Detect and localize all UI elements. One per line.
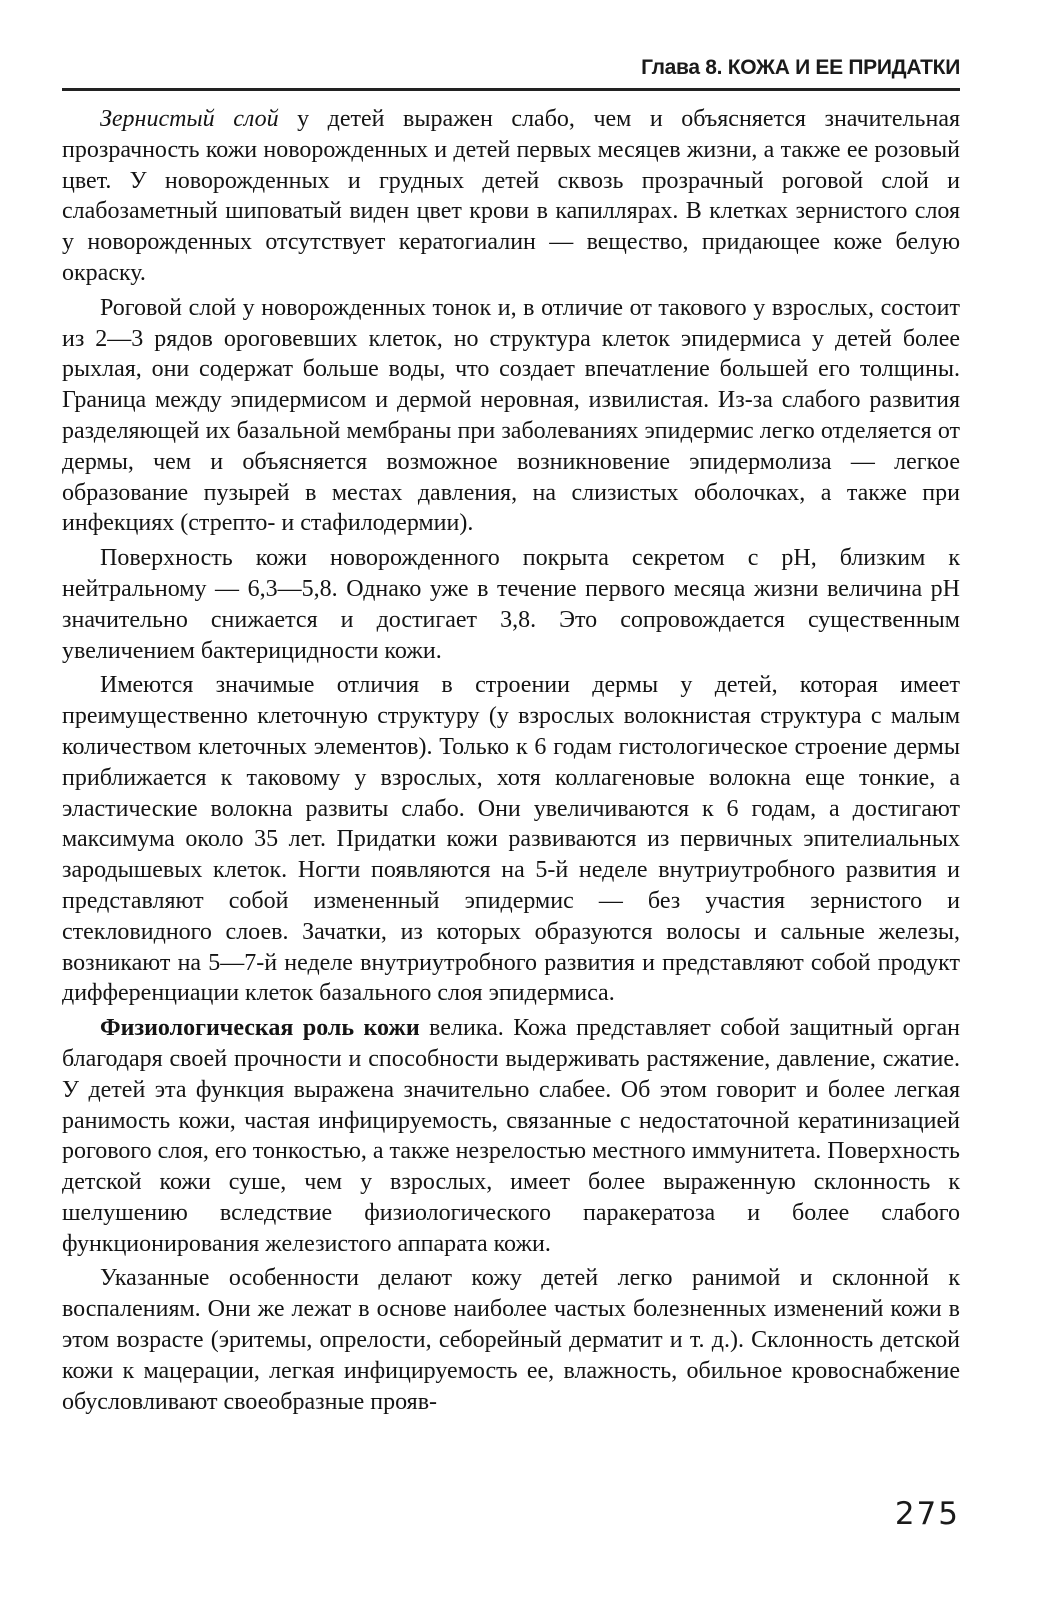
bold-term: Физиологическая роль кожи [100, 1015, 420, 1042]
page-number: 275 [894, 1496, 960, 1532]
paragraph-text: велика. Кожа представляет собой защитный орган благодаря своей прочности и способности выдерживать растяжение, давление, сжатие. У детей эта функция выражена значительно слабее. Об этом говорит и более легкая ранимость кожи, частая инфицируемость, связанные с недостаточной кератинизацией рогового слоя, его тонкостью, а также незрелостью местного иммунитета. Поверхность детской кожи суше, чем у взрослых, имеет более выраженную склонность к шелушению вследствие физиологического паракератоза и более слабого функционирования железистого аппарата кожи. [62, 1015, 961, 1257]
italic-term: Зернистый слой [100, 106, 279, 132]
paragraph-features: Указанные особенности делают кожу детей легко ранимой и склонной к воспалениям. Они же лежат в основе наиболее частых болезненных изменений кожи в этом возрасте (эритемы, опрелости, себорейный дерматит и т. д.). Склонность детской кожи к мацерации, легкая инфицируемость ее, влажность, обильное кровоснабжение обусловливают своеобразные прояв- [62, 1265, 960, 1415]
paragraph-dermis: Имеются значимые отличия в строении дермы у детей, которая имеет преимущественно клеточную структуру (у взрослых волокнистая структура с малым количеством клеточных элементов). Только к 6 годам гистологическое строение дермы приближается к таковому у взрослых, хотя коллагеновые волокна еще тонкие, а эластические волокна развиты слабо. Они увеличиваются к 6 годам, а достигают максимума около 35 лет. Придатки кожи развиваются из первичных эпителиальных зародышевых клеток. Ногти появляются на 5-й неделе внутриутробного развития и представляют собой измененный эпидермис — без участия зернистого и стекловидного слоев. Зачатки, из которых образуются волосы и сальные железы, возникают на 5—7-й неделе внутриутробного развития и представляют собой продукт дифференциации клеток базального слоя эпидермиса. [62, 672, 960, 1007]
header-rule [62, 88, 960, 91]
paragraph-text: у детей выражен слабо, чем и объясняется значительная прозрачность кожи новорожденных и детей первых месяцев жизни, а также ее розовый цвет. У новорожденных и грудных детей сквозь прозрачный роговой слой и слабозаметный шиповатый виден цвет крови в капиллярах. В клетках зернистого слоя у новорожденных отсутствует кератогиалин — вещество, придающее коже белую окраску. [62, 106, 961, 286]
body-text [62, 104, 960, 1421]
paragraph-skin-ph: Поверхность кожи новорожденного покрыта секретом с pH, близким к нейтральному — 6,3—5,8. Однако уже в течение первого месяца жизни величина pH значительно снижается и достигает 3,8. Это сопровождается существенным увеличением бактерицидности кожи. [62, 545, 960, 664]
paragraph-granular-layer [62, 104, 960, 289]
paragraph-horny-layer: Роговой слой у новорожденных тонок и, в отличие от такового у взрослых, состоит из 2—3 рядов ороговевших клеток, но структура клеток эпидермиса у детей более рыхлая, они содержат больше воды, что создает впечатление большей его толщины. Граница между эпидермисом и дермой неровная, извилистая. Из-за слабого развития разделяющей их базальной мембраны при заболеваниях эпидермис легко отделяется от дермы, чем и объясняется возможное возникновение эпидермолиза — легкое образование пузырей в местах давления, на слизистых оболочках, а также при инфекциях (стрепто- и стафилодермии). [62, 294, 960, 537]
running-head: Глава 8. КОЖА И ЕЕ ПРИДАТКИ [641, 56, 960, 79]
paragraph-physiological-role [62, 1013, 960, 1259]
